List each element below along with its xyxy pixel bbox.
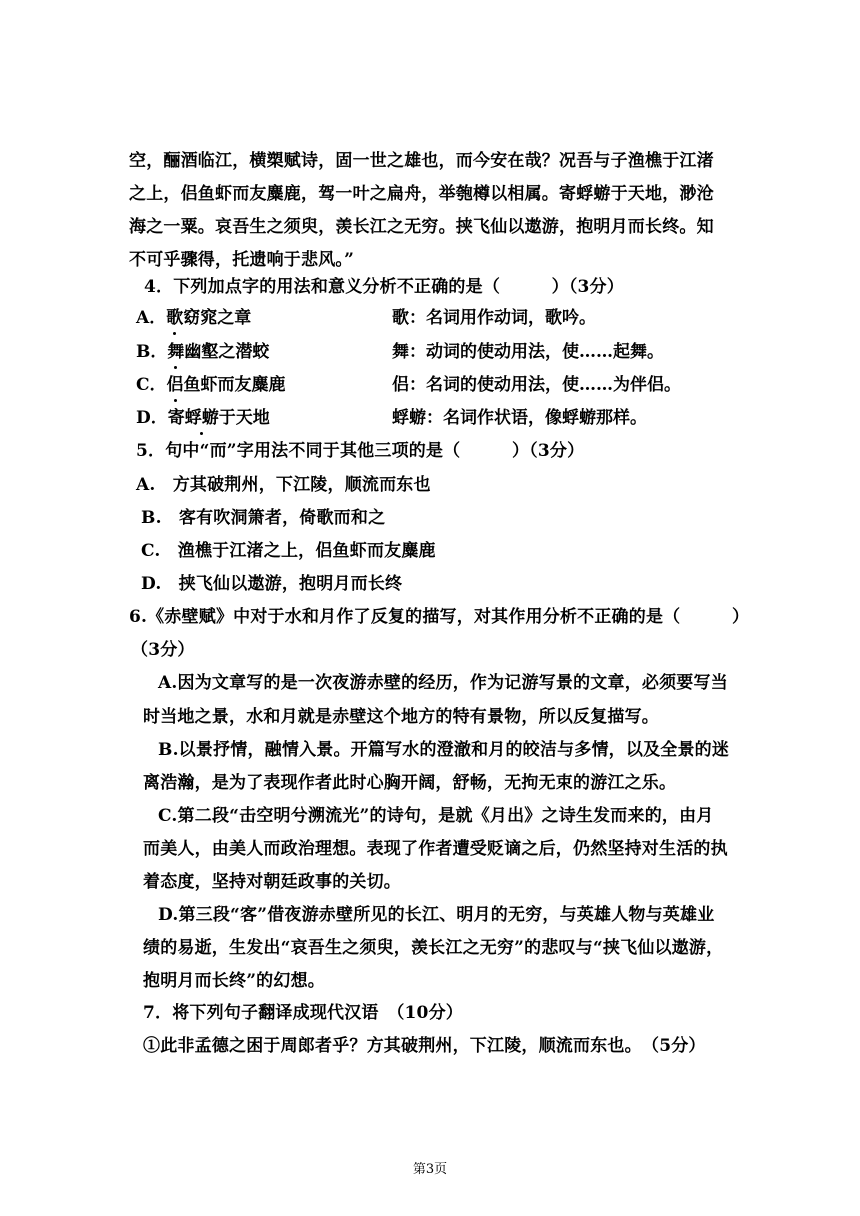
- q4-option-d: [136, 407, 270, 429]
- q6-option-c-cont: 而美人，由美人而政治理想。表现了作者遭受贬谪之后，仍然坚持对生活的执: [143, 839, 728, 859]
- q6-option-d-cont: 抱明月而长终”的幻想。: [143, 971, 325, 991]
- q6-option-b: B.以景抒情，融情入景。开篇写水的澄澈和月的皎洁与多情，以及全景的迷: [158, 740, 730, 760]
- q5-option-a: A. 方其破荆州，下江陵，顺流而东也: [136, 475, 431, 495]
- question-6-stem: 6.《赤壁赋》中对于水和月作了反复的描写，对其作用分析不正确的是（ ）: [129, 607, 750, 627]
- option-prefix: A．: [136, 308, 167, 328]
- option-prefix: B．: [136, 342, 168, 362]
- option-prefix: D．寄: [136, 408, 185, 428]
- q5-option-b: B. 客有吹洞箫者，倚歌而和之: [141, 508, 386, 528]
- question-6-stem-score: （3分）: [131, 640, 195, 660]
- q4-option-c: [136, 374, 286, 396]
- q4-option-b: [136, 341, 269, 363]
- question-7-item-1: ①此非孟德之困于周郎者乎？方其破荆州，下江陵，顺流而东也。 （5分）: [143, 1036, 706, 1056]
- q6-option-d-cont: 绩的易逝，生发出“哀吾生之须臾，羡长江之无穷”的悲叹与“挟飞仙以遨游，: [143, 938, 724, 958]
- dotted-char: 侣: [166, 375, 184, 395]
- q4-option-a: [136, 307, 251, 329]
- question-5-stem: 5．句中“而”字用法不同于其他三项的是（ ）（3分）: [136, 441, 585, 461]
- q4-option-a-analysis: 歌：名词用作动词，歌吟。: [392, 308, 596, 328]
- dotted-char: 歌: [166, 308, 184, 328]
- passage-line: 空，酾酒临江，横槊赋诗，固一世之雄也，而今安在哉？况吾与子渔樵于江渚: [129, 151, 714, 171]
- q6-option-d: D.第三段“客”借夜游赤壁所见的长江、明月的无穷，与英雄人物与英雄业: [158, 905, 715, 925]
- dotted-char: 蜉蝣: [184, 408, 219, 428]
- q4-option-b-analysis: 舞：动词的使动用法，使……起舞。: [392, 342, 664, 362]
- q6-option-c-cont: 着态度，坚持对朝廷政事的关切。: [143, 872, 401, 892]
- dotted-char: 舞: [167, 342, 185, 362]
- q5-option-c: C. 渔樵于江渚之上，侣鱼虾而友麋鹿: [141, 541, 436, 561]
- q5-option-d: D. 挟飞仙以遨游，抱明月而长终: [141, 574, 403, 594]
- question-4-stem: 4．下列加点字的用法和意义分析不正确的是（ ）（3分）: [144, 277, 624, 297]
- q6-option-b-cont: 离浩瀚，是为了表现作者此时心胸开阔，舒畅，无拘无束的游江之乐。: [143, 773, 677, 793]
- page-number: 第3页: [412, 1162, 448, 1177]
- passage-line: 海之一粟。哀吾生之须臾，羡长江之无穷。挟飞仙以遨游，抱明月而长终。知: [129, 217, 714, 237]
- question-7-stem: 7．将下列句子翻译成现代汉语 （10分）: [143, 1003, 463, 1023]
- q4-option-c-analysis: 侣：名词的使动用法，使……为伴侣。: [392, 375, 681, 395]
- option-text: 于天地: [218, 408, 270, 428]
- option-text: 窈窕之章: [183, 308, 252, 328]
- option-text: 幽壑之潜蛟: [184, 342, 270, 362]
- q6-option-a: A.因为文章写的是一次夜游赤壁的经历，作为记游写景的文章，必须要写当: [158, 673, 728, 693]
- option-prefix: C．: [136, 375, 167, 395]
- q4-option-d-analysis: 蜉蝣：名词作状语，像蜉蝣那样。: [392, 408, 647, 428]
- q6-option-c: C.第二段“击空明兮溯流光”的诗句，是就《月出》之诗生发而来的，由月: [158, 806, 714, 826]
- passage-line: 之上，侣鱼虾而友麋鹿，驾一叶之扁舟，举匏樽以相属。寄蜉蝣于天地，渺沧: [129, 184, 714, 204]
- passage-line: 不可乎骤得，托遗响于悲风。”: [129, 250, 355, 270]
- option-text: 鱼虾而友麋鹿: [183, 375, 286, 395]
- q6-option-a-cont: 时当地之景，水和月就是赤壁这个地方的特有景物，所以反复描写。: [143, 707, 659, 727]
